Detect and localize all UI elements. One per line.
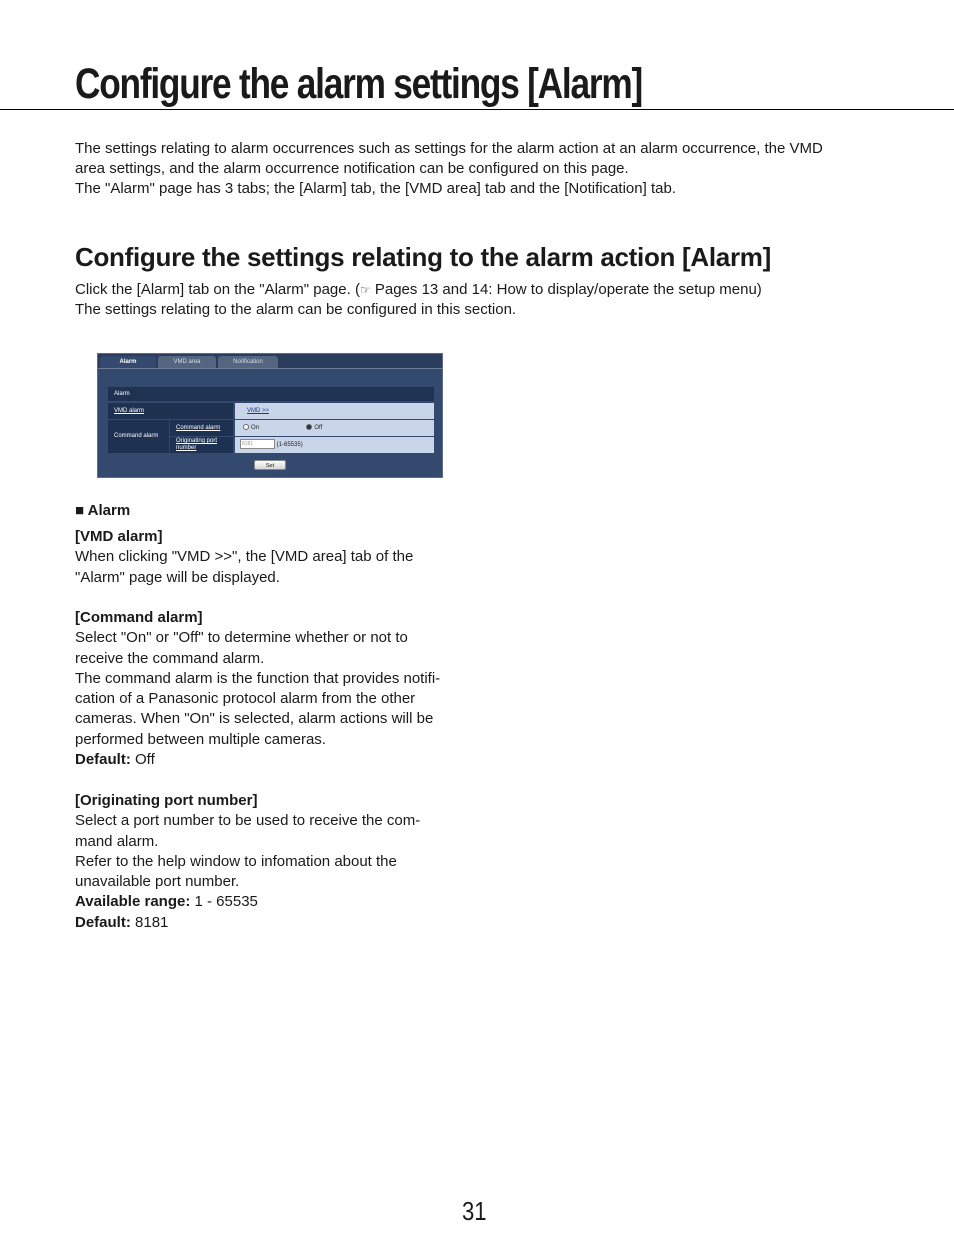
- command-default-value: Off: [130, 751, 155, 769]
- section-intro: [75, 280, 895, 320]
- port-heading: [Originating port number]: [75, 792, 258, 809]
- vmd-alarm-description: [75, 527, 470, 588]
- command-default-label: Default:: [75, 751, 131, 769]
- vmd-line: "Alarm" page will be displayed.: [75, 568, 280, 586]
- port-line: Refer to the help window to infomation about the: [75, 852, 397, 870]
- port-line: unavailable port number.: [75, 873, 240, 891]
- command-line: receive the command alarm.: [75, 649, 265, 667]
- command-line: performed between multiple cameras.: [75, 730, 326, 748]
- tab-vmd-area[interactable]: VMD area: [158, 356, 216, 368]
- radio-on-label: On: [251, 425, 260, 431]
- vmd-link[interactable]: VMD >>: [247, 408, 270, 414]
- port-line: mand alarm.: [75, 832, 159, 850]
- command-alarm-sub-label: [170, 420, 233, 436]
- command-alarm-row: [108, 420, 434, 453]
- intro-paragraph: [75, 139, 875, 199]
- port-range-label: Available range:: [75, 893, 191, 911]
- vmd-alarm-heading: [VMD alarm]: [75, 528, 163, 545]
- command-alarm-value: [235, 420, 434, 436]
- vmd-alarm-value: [235, 403, 434, 419]
- port-label-line1: Originating port: [176, 438, 218, 444]
- port-label-line2: number: [176, 445, 197, 451]
- set-button[interactable]: Set: [254, 460, 286, 470]
- command-alarm-heading: [Command alarm]: [75, 609, 203, 626]
- section-line-suffix: Pages 13 and 14: How to display/operate the setup menu): [370, 281, 762, 298]
- port-range: (1-65535): [276, 442, 303, 448]
- port-label: [170, 437, 233, 453]
- command-alarm-description: [75, 608, 470, 770]
- port-default-value: 8181: [130, 913, 169, 931]
- tab-alarm[interactable]: Alarm: [100, 356, 156, 368]
- reference-icon: ☞: [359, 283, 371, 297]
- command-alarm-sub-text: Command alarm: [176, 425, 221, 431]
- group-header: Alarm: [108, 387, 434, 401]
- tab-bar: [98, 354, 442, 369]
- port-value: [235, 437, 434, 453]
- command-alarm-label: Command alarm: [108, 420, 169, 453]
- title-rule: [0, 109, 954, 110]
- intro-line: The settings relating to alarm occurrences such as settings for the alarm action at an alarm occurrence, the VMD: [75, 140, 823, 157]
- vmd-alarm-label-text: VMD alarm: [114, 408, 145, 414]
- radio-on[interactable]: [243, 424, 249, 430]
- vmd-alarm-label: [108, 403, 233, 419]
- intro-line: area settings, and the alarm occurrence notification can be configured on this page.: [75, 160, 629, 177]
- page-title: Configure the alarm settings [Alarm]: [75, 60, 642, 108]
- radio-off[interactable]: [306, 424, 312, 430]
- intro-line: The "Alarm" page has 3 tabs; the [Alarm] tab, the [VMD area] tab and the [Notification] tab.: [75, 180, 676, 197]
- port-range-value: 1 - 65535: [190, 893, 258, 911]
- alarm-subheading: ■ Alarm: [75, 502, 131, 519]
- tab-notification[interactable]: Notification: [218, 356, 278, 368]
- command-line: cameras. When "On" is selected, alarm actions will be: [75, 710, 434, 728]
- port-input[interactable]: 8181: [240, 439, 275, 449]
- port-line: Select a port number to be used to receive the com-: [75, 812, 421, 830]
- radio-off-label: Off: [314, 425, 323, 431]
- vmd-alarm-row: [108, 403, 434, 419]
- section-line-prefix: Click the [Alarm] tab on the "Alarm" page. (: [75, 281, 360, 298]
- command-line: cation of a Panasonic protocol alarm from the other: [75, 690, 416, 708]
- alarm-settings-screenshot: [97, 353, 443, 478]
- port-description: [75, 791, 470, 933]
- command-line: The command alarm is the function that provides notifi-: [75, 669, 441, 687]
- section-line: The settings relating to the alarm can be configured in this section.: [75, 301, 517, 318]
- page-number: 31: [462, 1196, 487, 1226]
- command-line: Select "On" or "Off" to determine whether or not to: [75, 629, 408, 647]
- vmd-line: When clicking "VMD >>", the [VMD area] tab of the: [75, 548, 414, 566]
- section-heading: Configure the settings relating to the alarm action [Alarm]: [75, 242, 771, 272]
- port-default-label: Default:: [75, 913, 131, 931]
